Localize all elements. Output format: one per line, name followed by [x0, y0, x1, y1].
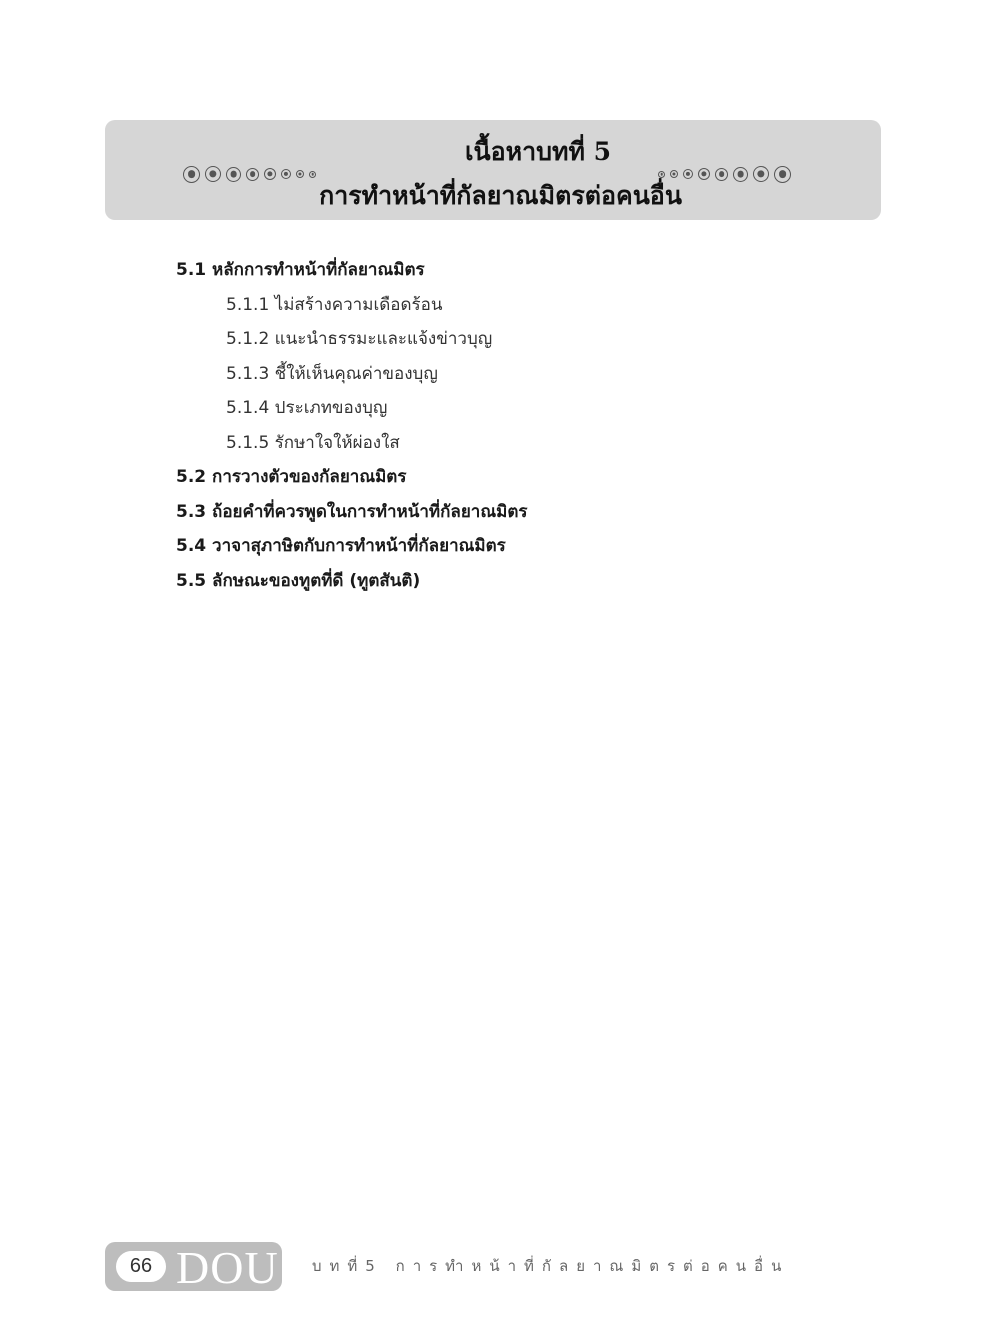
- footer-chapter-title: บทที่5 การทำหน้าที่กัลยาณมิตรต่อคนอื่น: [312, 1257, 790, 1275]
- decorative-dot-icon: [296, 170, 304, 178]
- page-number: 66: [116, 1251, 166, 1282]
- contents-subsection-item: 5.1.1 ไม่สร้างความเดือดร้อน: [226, 294, 443, 315]
- dou-logo: DOU: [176, 1242, 279, 1293]
- contents-section-item: 5.5 ลักษณะของทูตที่ดี (ทูตสันติ): [176, 570, 421, 591]
- contents-subsection-item: 5.1.3 ชี้ให้เห็นคุณค่าของบุญ: [226, 363, 438, 384]
- contents-subsection-item: 5.1.4 ประเภทของบุญ: [226, 398, 388, 418]
- chapter-title: การทำหน้าที่กัลยาณมิตรต่อคนอื่น: [319, 181, 682, 210]
- contents-section-item: 5.4 วาจาสุภาษิตกับการทำหน้าที่กัลยาณมิตร: [176, 536, 506, 556]
- contents-section-item: 5.3 ถ้อยคำที่ควรพูดในการทำหน้าที่กัลยาณมิตร: [176, 501, 528, 522]
- contents-subsection-item: 5.1.5 รักษาใจให้ผ่องใส: [226, 432, 400, 453]
- contents-subsection-item: 5.1.2 แนะนำธรรมะและแจ้งข่าวบุญ: [226, 329, 493, 349]
- decorative-dot-icon: [658, 171, 665, 178]
- chapter-number-title: เนื้อหาบทที่ 5: [464, 137, 612, 166]
- footer-badge: [105, 1242, 282, 1291]
- decorative-dot-icon: [670, 170, 678, 178]
- contents-section-item: 5.1 หลักการทำหน้าที่กัลยาณมิตร: [176, 260, 425, 280]
- contents-section-item: 5.2 การวางตัวของกัลยาณมิตร: [176, 467, 407, 487]
- decorative-dot-icon: [309, 171, 316, 178]
- chapter-header-banner: [105, 120, 881, 220]
- chapter-contents-list: [176, 253, 876, 598]
